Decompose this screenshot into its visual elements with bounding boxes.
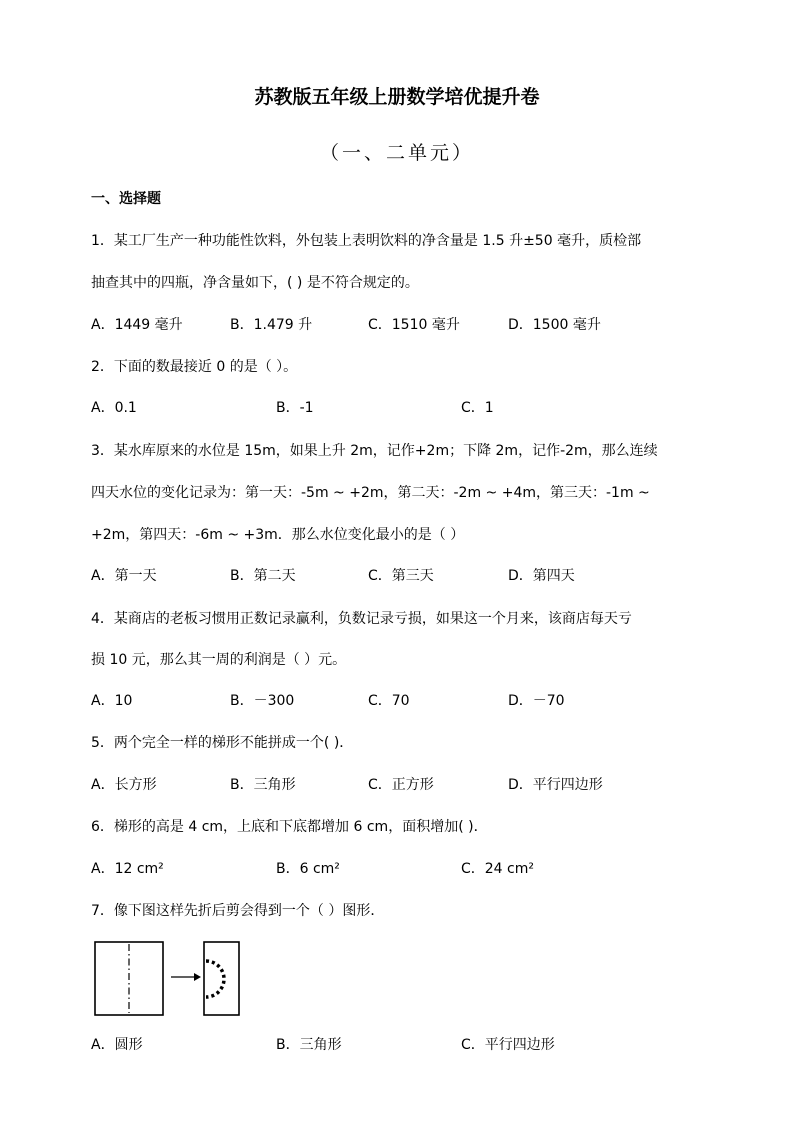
section-heading: 一、选择题 [91,191,161,207]
q6-option-b: B．6 cm² [276,861,340,877]
q6-line1: 6．梯形的高是 4 cm，上底和下底都增加 6 cm，面积增加( )． [91,819,488,835]
q6-option-a: A．12 cm² [91,861,164,877]
q3-option-c: C．第三天 [368,568,434,584]
q3-option-b: B．第二天 [230,568,296,584]
q1-option-a: A．1449 毫升 [91,317,183,333]
q7-line1: 7．像下图这样先折后剪会得到一个（ ）图形． [91,903,385,919]
q6-option-c: C．24 cm² [461,861,534,877]
cut-semicircle [206,961,224,997]
q5-option-a: A．长方形 [91,777,157,793]
exam-title: 苏教版五年级上册数学培优提升卷 [254,86,540,108]
q5-option-d: D．平行四边形 [508,777,603,793]
fold-cut-diagram [94,941,246,1017]
q5-option-b: B．三角形 [230,777,296,793]
q3-line3: +2m，第四天：-6m ~ +3m．那么水位变化最小的是（ ） [91,527,465,543]
fold-cut-figure [94,941,246,1021]
folded-paper [204,942,239,1015]
q2-option-c: C．1 [461,400,494,416]
q4-option-c: C．70 [368,693,410,709]
q3-option-a: A．第一天 [91,568,157,584]
q4-option-d: D．－70 [508,693,565,709]
q5-line1: 5．两个完全一样的梯形不能拼成一个( )． [91,735,354,751]
q2-option-a: A．0.1 [91,400,137,416]
q4-line2: 损 10 元，那么其一周的利润是（ ）元。 [91,652,347,668]
arrow-head-icon [194,973,201,981]
q1-option-b: B．1.479 升 [230,317,313,333]
exam-subtitle: （一、二单元） [319,142,474,164]
q2-line1: 2．下面的数最接近 0 的是（ ）。 [91,359,298,375]
q7-option-a: A．圆形 [91,1037,143,1053]
q5-option-c: C．正方形 [368,777,434,793]
q1-option-d: D．1500 毫升 [508,317,601,333]
q1-line2: 抽查其中的四瓶，净含量如下，( ) 是不符合规定的。 [91,275,419,291]
q3-line2: 四天水位的变化记录为：第一天：-5m ~ +2m，第二天：-2m ~ +4m，第三天：-1m ~ [91,485,650,501]
q3-option-d: D．第四天 [508,568,575,584]
q4-line1: 4．某商店的老板习惯用正数记录赢利，负数记录亏损，如果这一个月来，该商店每天亏 [91,611,632,627]
q4-option-b: B．－300 [230,693,295,709]
q3-line1: 3．某水库原来的水位是 15m，如果上升 2m，记作+2m；下降 2m，记作-2m，那么连续 [91,443,658,459]
q4-option-a: A．10 [91,693,133,709]
q1-line1: 1．某工厂生产一种功能性饮料，外包装上表明饮料的净含量是 1.5 升±50 毫升，质检部 [91,233,642,249]
q7-option-b: B．三角形 [276,1037,342,1053]
q1-option-c: C．1510 毫升 [368,317,460,333]
q2-option-b: B．-1 [276,400,314,416]
q7-option-c: C．平行四边形 [461,1037,555,1053]
